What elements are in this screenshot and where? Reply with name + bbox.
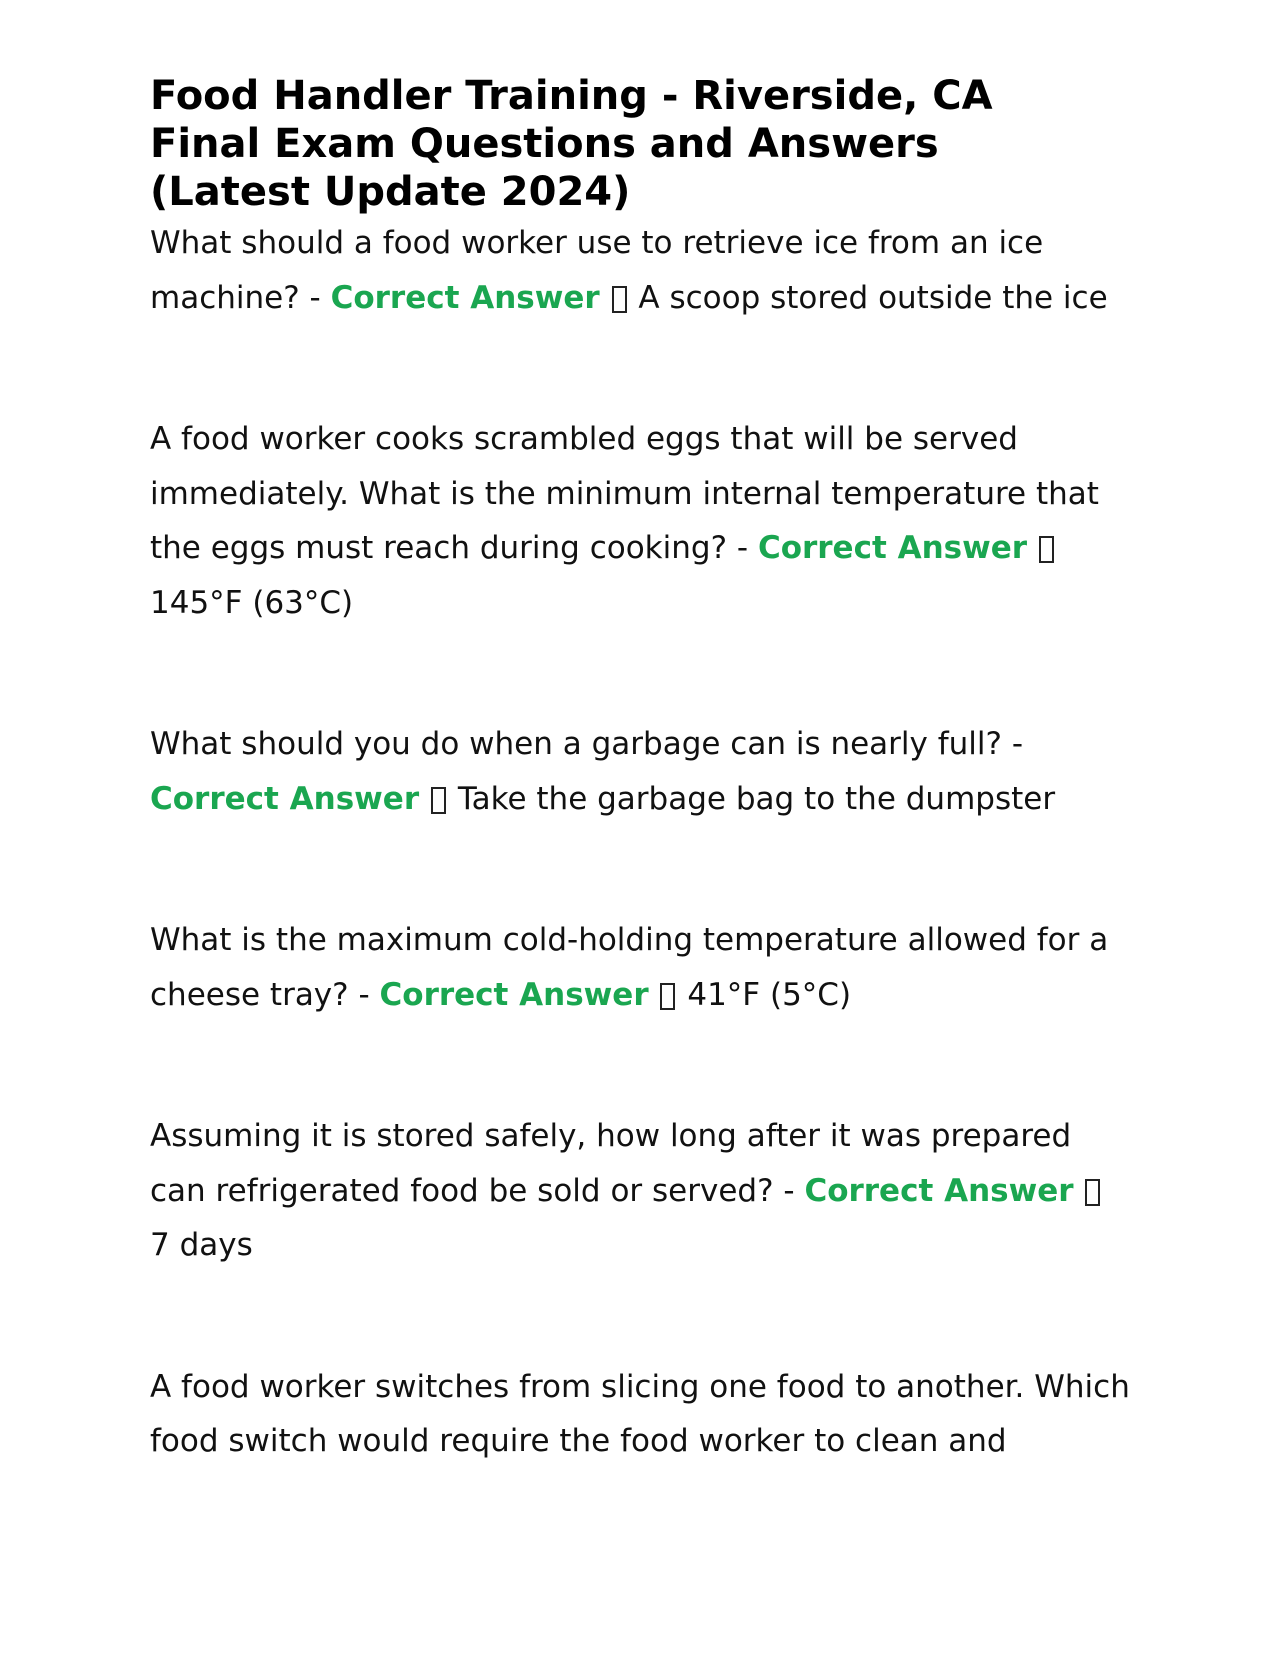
correct-answer-label: Correct Answer [330,279,600,316]
title-line-1: Food Handler Training - Riverside, CA [150,73,993,119]
missing-glyph-box-icon [612,286,627,313]
correct-answer-label: Correct Answer [150,780,420,817]
document-title [150,72,1130,216]
qa-item-6 [150,1360,1130,1469]
missing-glyph-box-icon [1039,536,1054,563]
question-text: A food worker switches from slicing one food to another. Which food switch would require the food worker to clean and [150,1368,1130,1459]
separator: - [1001,726,1024,762]
answer-text: 7 days [150,1227,253,1263]
separator: - [299,279,331,316]
title-line-3: (Latest Update 2024) [150,169,631,215]
qa-item-3 [150,717,1130,826]
separator: - [727,530,758,566]
missing-glyph-box-icon [660,983,675,1010]
correct-answer-label: Correct Answer [757,530,1028,566]
question-text: What should a food worker use to retrieve ice from an ice machine? [150,225,1044,316]
answer-text: 41°F (5°C) [687,976,852,1013]
qa-item-5 [150,1109,1130,1273]
question-text: A food worker cooks scrambled eggs that will be served immediately. What is the minimum internal temperature that the eggs must reach during cooking? [150,421,1099,566]
correct-answer-label: Correct Answer [379,976,649,1013]
question-text: What is the maximum cold-holding temperature allowed for a cheese tray? [150,922,1109,1013]
answer-text: 145°F (63°C) [150,584,354,621]
correct-answer-label: Correct Answer [804,1172,1074,1209]
qa-item-2 [150,412,1130,630]
separator: - [773,1172,805,1209]
qa-item-4 [150,913,1130,1022]
missing-glyph-box-icon [1085,1179,1100,1206]
qa-item-1 [150,216,1130,325]
missing-glyph-box-icon [431,787,446,814]
question-text: What should you do when a garbage can is nearly full? [150,726,1002,762]
answer-text: A scoop stored outside the ice [638,279,1108,316]
question-text: Assuming it is stored safely, how long after it was prepared can refrigerated food be sold or served? [150,1118,1072,1209]
title-line-2: Final Exam Questions and Answers [150,121,939,167]
document-page [150,72,1130,1469]
separator: - [348,976,380,1013]
answer-text: Take the garbage bag to the dumpster [457,780,1056,817]
